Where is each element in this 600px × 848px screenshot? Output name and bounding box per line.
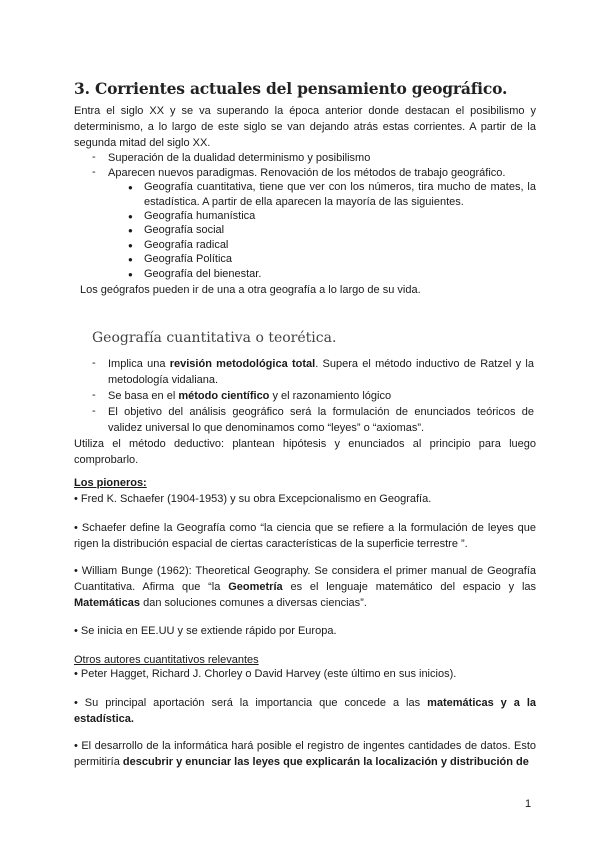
dash-marker: - [92, 357, 96, 369]
bullet-item: Geografía social [144, 224, 225, 236]
quant-item-2: Se basa en el método científico y el razonamiento lógico [108, 390, 392, 402]
closing-line: Los geógrafos pueden ir de una a otra geografía a lo largo de su vida. [80, 284, 421, 296]
dash-item: Superación de la dualidad determinismo y posibilismo [108, 152, 371, 164]
pioneers-item: • Fred K. Schaefer (1904-1953) y su obra Excepcionalismo en Geografía. [74, 493, 432, 505]
dash-marker: - [92, 151, 96, 163]
others-item: • Peter Hagget, Richard J. Chorley o David Harvey (este último en sus inicios). [74, 668, 457, 680]
bullet-item: Geografía radical [144, 239, 229, 251]
bullet-dot: ● [128, 212, 133, 221]
deductive-paragraph: Utiliza el método deductivo: plantean hipótesis y enunciados al principio para luego comprobarlo. [74, 438, 536, 467]
dash-marker: - [92, 389, 96, 401]
others-heading: Otros autores cuantitativos relevantes [74, 654, 259, 666]
bullet-dot: ● [128, 226, 133, 235]
pioneers-heading: Los pioneros: [74, 477, 147, 489]
dash-item: Aparecen nuevos paradigmas. Renovación de los métodos de trabajo geográfico. [108, 167, 506, 179]
bullet-item: Geografía cuantitativa, tiene que ver con los números, tira mucho de mates, la estadística. A partir de ella aparecen la mayoría de las siguientes. [144, 181, 536, 208]
subheading: Geografía cuantitativa o teorética. [92, 330, 337, 346]
pioneers-item: • Se inicia en EE.UU y se extiende rápido por Europa. [74, 625, 337, 637]
bullet-item: Geografía humanística [144, 210, 256, 222]
pioneers-item: • William Bunge (1962): Theoretical Geography. Se considera el primer manual de Geografía Cuantitativa. Afirma que “la Geometría es el lenguaje matemático del espacio y las Matemáticas dan soluciones comunes a diversas ciencias”. [74, 565, 537, 610]
others-item: • El desarrollo de la informática hará posible el registro de ingentes cantidades de datos. Esto permitiría descubrir y enunciar las leyes que explicarán la localización y distribución de [74, 740, 536, 769]
page-number: 1 [525, 798, 532, 810]
others-item: • Su principal aportación será la importancia que concede a las matemáticas y a la estadística. [74, 697, 536, 726]
bullet-dot: ● [128, 270, 133, 279]
bullet-dot: ● [128, 183, 133, 192]
bullet-dot: ● [128, 241, 133, 250]
pioneers-item: • Schaefer define la Geografía como “la ciencia que se refiere a la formulación de leyes que rigen la distribución espacial de ciertas características de la superficie terrestre ”. [74, 522, 536, 551]
bullet-item: Geografía Política [144, 253, 233, 265]
dash-marker: - [92, 405, 96, 417]
bullet-dot: ● [128, 255, 133, 264]
intro-paragraph: Entra el siglo XX y se va superando la época anterior donde destacan el posibilismo y determinismo, a lo largo de este siglo se van dejando atrás estas corrientes. A partir de la segunda mitad del siglo XX. [74, 105, 536, 150]
bullet-item: Geografía del bienestar. [144, 268, 262, 280]
quant-item-1: Implica una revisión metodológica total. Supera el método inductivo de Ratzel y la metodología vidaliana. [108, 358, 534, 387]
section-title: 3. Corrientes actuales del pensamiento geográfico. [74, 79, 508, 98]
quant-item-3: El objetivo del análisis geográfico será la formulación de enunciados teóricos de validez universal lo que denominamos como “leyes” o “axiomas”. [108, 406, 534, 435]
dash-marker: - [92, 166, 96, 178]
